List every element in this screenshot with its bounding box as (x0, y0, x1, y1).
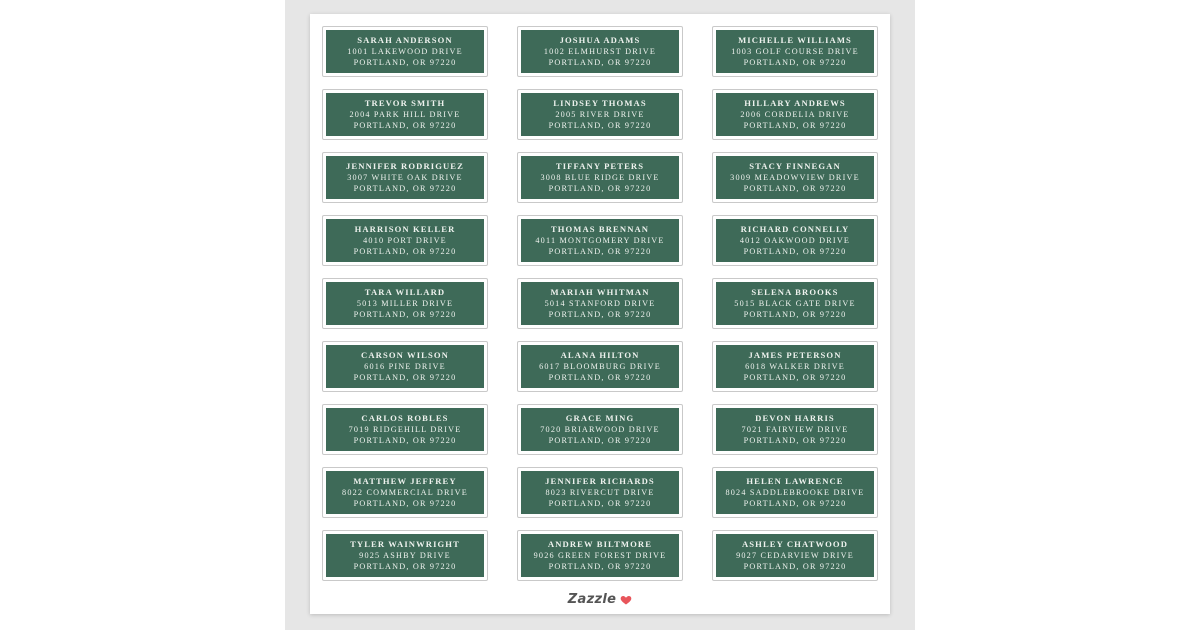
address-label (322, 404, 488, 455)
city-state-zip: PORTLAND, OR 97220 (353, 310, 457, 319)
street-address: 9027 CEDARVIEW DRIVE (736, 551, 854, 560)
recipient-name: HILLARY ANDREWS (744, 98, 846, 108)
street-address: 4010 PORT DRIVE (363, 236, 447, 245)
label-body (326, 471, 484, 514)
label-body (521, 345, 679, 388)
city-state-zip: PORTLAND, OR 97220 (353, 58, 457, 67)
recipient-name: HELEN LAWRENCE (746, 476, 844, 486)
street-address: 2004 PARK HILL DRIVE (349, 110, 461, 119)
city-state-zip: PORTLAND, OR 97220 (743, 184, 847, 193)
label-body (326, 408, 484, 451)
label-grid (322, 26, 878, 581)
address-label (517, 89, 683, 140)
street-address: 1001 LAKEWOOD DRIVE (347, 47, 463, 56)
recipient-name: JOSHUA ADAMS (559, 35, 641, 45)
recipient-name: MATTHEW JEFFREY (353, 476, 457, 486)
street-address: 3008 BLUE RIDGE DRIVE (540, 173, 660, 182)
recipient-name: LINDSEY THOMAS (553, 98, 647, 108)
label-body (716, 282, 874, 325)
recipient-name: TREVOR SMITH (364, 98, 446, 108)
label-body (521, 471, 679, 514)
city-state-zip: PORTLAND, OR 97220 (548, 373, 652, 382)
address-label (322, 530, 488, 581)
brand-footer (310, 592, 890, 607)
recipient-name: SELENA BROOKS (751, 287, 839, 297)
address-label (712, 404, 878, 455)
city-state-zip: PORTLAND, OR 97220 (548, 247, 652, 256)
street-address: 7020 BRIARWOOD DRIVE (540, 425, 660, 434)
label-body (521, 219, 679, 262)
street-address: 2005 RIVER DRIVE (555, 110, 645, 119)
sticker-sheet (310, 14, 890, 614)
label-body (521, 408, 679, 451)
city-state-zip: PORTLAND, OR 97220 (353, 562, 457, 571)
address-label (712, 467, 878, 518)
city-state-zip: PORTLAND, OR 97220 (548, 58, 652, 67)
city-state-zip: PORTLAND, OR 97220 (743, 436, 847, 445)
city-state-zip: PORTLAND, OR 97220 (743, 373, 847, 382)
recipient-name: HARRISON KELLER (354, 224, 456, 234)
address-label (322, 215, 488, 266)
label-body (716, 534, 874, 577)
city-state-zip: PORTLAND, OR 97220 (743, 499, 847, 508)
city-state-zip: PORTLAND, OR 97220 (353, 499, 457, 508)
street-address: 8023 RIVERCUT DRIVE (545, 488, 655, 497)
heart-icon (620, 594, 632, 606)
street-address: 5014 STANFORD DRIVE (544, 299, 656, 308)
address-label (712, 152, 878, 203)
label-body (521, 534, 679, 577)
recipient-name: RICHARD CONNELLY (740, 224, 850, 234)
street-address: 7021 FAIRVIEW DRIVE (741, 425, 849, 434)
street-address: 3009 MEADOWVIEW DRIVE (730, 173, 860, 182)
street-address: 5015 BLACK GATE DRIVE (734, 299, 856, 308)
recipient-name: ASHLEY CHATWOOD (741, 539, 849, 549)
address-label (517, 26, 683, 77)
city-state-zip: PORTLAND, OR 97220 (353, 373, 457, 382)
address-label (712, 278, 878, 329)
street-address: 1003 GOLF COURSE DRIVE (731, 47, 859, 56)
street-address: 1002 ELMHURST DRIVE (543, 47, 657, 56)
label-body (326, 345, 484, 388)
recipient-name: JENNIFER RODRIGUEZ (346, 161, 464, 171)
city-state-zip: PORTLAND, OR 97220 (548, 184, 652, 193)
address-label (517, 152, 683, 203)
label-body (326, 219, 484, 262)
address-label (517, 467, 683, 518)
label-body (521, 282, 679, 325)
recipient-name: JENNIFER RICHARDS (545, 476, 655, 486)
street-address: 5013 MILLER DRIVE (356, 299, 454, 308)
recipient-name: MICHELLE WILLIAMS (738, 35, 852, 45)
city-state-zip: PORTLAND, OR 97220 (548, 562, 652, 571)
city-state-zip: PORTLAND, OR 97220 (548, 499, 652, 508)
label-body (716, 408, 874, 451)
address-label (517, 278, 683, 329)
label-body (716, 156, 874, 199)
address-label (322, 278, 488, 329)
street-address: 6018 WALKER DRIVE (745, 362, 845, 371)
street-address: 6017 BLOOMBURG DRIVE (539, 362, 661, 371)
recipient-name: TYLER WAINWRIGHT (350, 539, 460, 549)
street-address: 8024 SADDLEBROOKE DRIVE (725, 488, 865, 497)
recipient-name: CARSON WILSON (361, 350, 449, 360)
recipient-name: JAMES PETERSON (748, 350, 842, 360)
address-label (712, 530, 878, 581)
street-address: 9025 ASHBY DRIVE (359, 551, 451, 560)
city-state-zip: PORTLAND, OR 97220 (353, 436, 457, 445)
address-label (517, 404, 683, 455)
street-address: 4011 MONTGOMERY DRIVE (535, 236, 665, 245)
street-address: 3007 WHITE OAK DRIVE (347, 173, 463, 182)
recipient-name: STACY FINNEGAN (749, 161, 841, 171)
label-body (716, 345, 874, 388)
city-state-zip: PORTLAND, OR 97220 (743, 310, 847, 319)
city-state-zip: PORTLAND, OR 97220 (743, 121, 847, 130)
address-label (712, 341, 878, 392)
label-body (326, 93, 484, 136)
street-address: 7019 RIDGEHILL DRIVE (348, 425, 462, 434)
label-body (326, 534, 484, 577)
brand-logo: Zazzle (567, 592, 617, 607)
label-body (716, 93, 874, 136)
label-body (326, 282, 484, 325)
address-label (322, 341, 488, 392)
city-state-zip: PORTLAND, OR 97220 (548, 436, 652, 445)
address-label (322, 89, 488, 140)
city-state-zip: PORTLAND, OR 97220 (353, 121, 457, 130)
label-body (326, 30, 484, 73)
address-label (712, 89, 878, 140)
recipient-name: TIFFANY PETERS (555, 161, 645, 171)
city-state-zip: PORTLAND, OR 97220 (353, 184, 457, 193)
street-address: 4012 OAKWOOD DRIVE (739, 236, 851, 245)
address-label (517, 215, 683, 266)
recipient-name: SARAH ANDERSON (357, 35, 453, 45)
recipient-name: CARLOS ROBLES (361, 413, 449, 423)
recipient-name: TARA WILLARD (364, 287, 446, 297)
address-label (517, 530, 683, 581)
street-address: 8022 COMMERCIAL DRIVE (342, 488, 468, 497)
address-label (322, 26, 488, 77)
label-body (716, 471, 874, 514)
address-label (712, 26, 878, 77)
label-body (716, 219, 874, 262)
street-address: 6016 PINE DRIVE (364, 362, 446, 371)
recipient-name: THOMAS BRENNAN (550, 224, 650, 234)
recipient-name: GRACE MING (565, 413, 635, 423)
recipient-name: ANDREW BILTMORE (547, 539, 653, 549)
address-label (517, 341, 683, 392)
label-body (326, 156, 484, 199)
recipient-name: ALANA HILTON (560, 350, 640, 360)
city-state-zip: PORTLAND, OR 97220 (353, 247, 457, 256)
street-address: 9026 GREEN FOREST DRIVE (533, 551, 667, 560)
city-state-zip: PORTLAND, OR 97220 (743, 247, 847, 256)
city-state-zip: PORTLAND, OR 97220 (548, 121, 652, 130)
recipient-name: DEVON HARRIS (755, 413, 835, 423)
city-state-zip: PORTLAND, OR 97220 (743, 562, 847, 571)
label-body (716, 30, 874, 73)
address-label (322, 152, 488, 203)
city-state-zip: PORTLAND, OR 97220 (548, 310, 652, 319)
recipient-name: MARIAH WHITMAN (550, 287, 650, 297)
street-address: 2006 CORDELIA DRIVE (740, 110, 850, 119)
label-body (521, 30, 679, 73)
label-body (521, 156, 679, 199)
address-label (322, 467, 488, 518)
address-label (712, 215, 878, 266)
city-state-zip: PORTLAND, OR 97220 (743, 58, 847, 67)
label-body (521, 93, 679, 136)
